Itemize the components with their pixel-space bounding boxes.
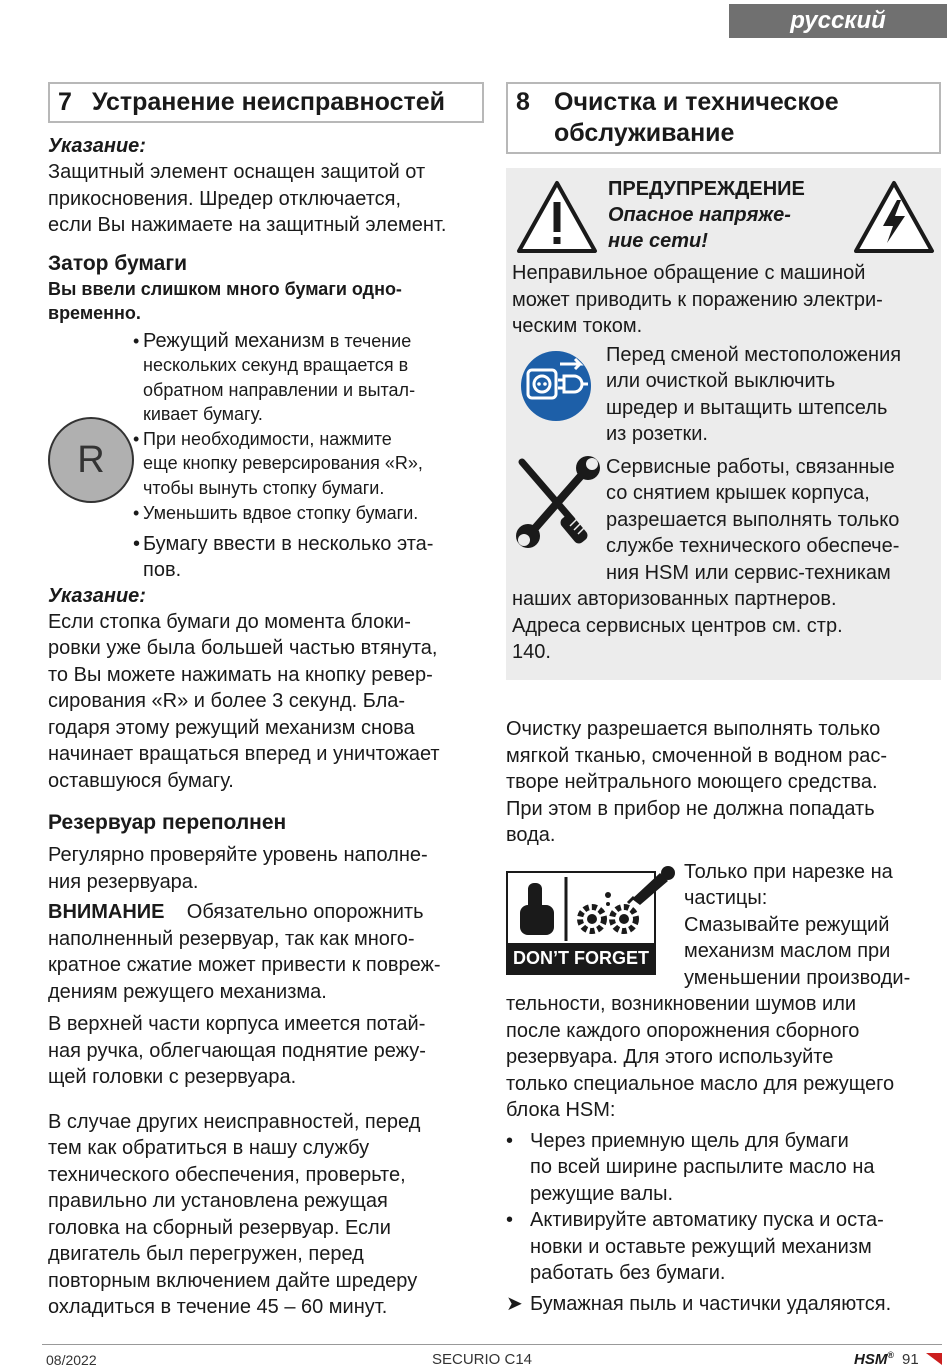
oil-text: Только при нарезке на частицы: Смазывайте режущий механизм маслом при уменьшении производи- — [684, 860, 911, 989]
warning-box — [506, 168, 941, 680]
brand-logo: HSM® — [854, 1350, 894, 1368]
footer-model: SECURIO C14 — [432, 1351, 533, 1368]
warning-triangle-icon — [516, 180, 598, 254]
maintenance-column — [506, 82, 941, 1317]
paper-jam-heading: Затор бумаги — [48, 251, 188, 275]
footer-divider — [42, 1344, 942, 1345]
result-item: ➤ Бумажная пыль и частички удаляются. — [506, 1291, 941, 1318]
warning-subtitle: Опасное напряже- ние сети! — [608, 204, 791, 252]
list-item: • Уменьшить вдвое стопку бумаги. — [133, 502, 419, 523]
page-number: 91 — [902, 1351, 919, 1368]
tools-icon — [512, 454, 602, 550]
hidden-handle-text: В верхней части корпуса имеется потай- ная ручка, облегчающая поднятие режу- щей головки с резервуара. — [48, 1013, 426, 1088]
section-7-title: 7 Устранение неисправностей — [48, 82, 484, 123]
list-item: • Через приемную щель для бумаги по всей ширине распылите масло на режущие валы. — [506, 1129, 875, 1205]
bin-full-text: Регулярно проверяйте уровень наполне- ния резервуара. — [48, 844, 428, 893]
list-item: • При необходимости, нажмите еще кнопку реверсирования «R», чтобы вынуть стопку бумаги. — [133, 428, 423, 498]
oil-tail-text: тельности, возникновении шумов или после каждого опорожнения сборного резервуара. Для этого используйте только специальное масло для режущего блока HSM: — [506, 993, 895, 1121]
other-faults-text: В случае других неисправностей, перед тем как обратиться в нашу службу технического обеспечения, проверьте, правильно ли установлена режущая головка на сборный резервуар. Если двигатель был перегружен, перед повторным включением дайте шредеру охладиться в течение 45 – 60 минут. — [48, 1110, 421, 1318]
language-tab: русский — [729, 4, 947, 38]
list-item: • Бумагу ввести в несколько эта- пов. — [133, 532, 434, 581]
bin-full-heading: Резервуар переполнен — [48, 811, 287, 834]
unplug-icon — [512, 342, 602, 422]
reverse-button-icon: R — [48, 417, 134, 503]
section-8-title: 8 Очистка и техническое обслуживание — [506, 82, 941, 154]
service-text: Сервисные работы, связанные со снятием крышек корпуса, разрешается выполнять только службе технического обеспече- ния HSM или сервис-техникам — [606, 455, 900, 584]
note-label: Указание: — [48, 135, 146, 157]
service-tail-text: наших авторизованных партнеров. Адреса сервисных центров см. стр. 140. — [512, 588, 843, 663]
note-label: Указание: — [48, 584, 146, 607]
dont-forget-label: DON’T FORGET — [508, 943, 654, 973]
corner-triangle-icon — [926, 1353, 942, 1365]
cleaning-text: Очистку разрешается выполнять только мягкой тканью, смоченной в водном рас- творе нейтрального моющего средства. При этом в прибор не должна попадать вода. — [506, 718, 887, 846]
attention-text: ВНИМАНИЕ Обязательно опорожнить наполненный резервуар, так как много- кратное сжатие может привести к повреж- дениям режущего механизма. — [48, 901, 441, 1003]
paper-jam-cause: Вы ввели слишком много бумаги одно- временно. — [48, 278, 402, 323]
note-text: Если стопка бумаги до момента блоки- ровки уже была большей частью втянута, то Вы можете нажимать на кнопку ревер- сирования «R» и более 3 секунд. Бла- годаря этому режущий механизм снова начинает вращаться вперед и уничтожает оставшуюся бумагу. — [48, 610, 440, 792]
list-item: • Режущий механизм в течение нескольких секунд вращается в обратном направлении и вытал- кивает бумагу. — [133, 329, 416, 424]
note-text: Защитный элемент оснащен защитой от прикосновения. Шредер отключается, если Вы нажимаете на защитный элемент. — [48, 161, 447, 236]
warning-text: Неправильное обращение с машиной может приводить к поражению электри- ческим током. — [512, 262, 883, 337]
unplug-text: Перед сменой местоположения или очисткой выключить шредер и вытащить штепсель из розетки. — [606, 343, 902, 445]
oil-can-icon — [624, 865, 678, 905]
arrow-icon: ➤ — [506, 1292, 523, 1315]
attention-label: ВНИМАНИЕ — [48, 901, 165, 923]
high-voltage-icon — [853, 180, 935, 254]
troubleshooting-column — [48, 82, 484, 1321]
dont-forget-icon — [506, 865, 678, 977]
list-item: • Активируйте автоматику пуска и оста- новки и оставьте режущий механизм работать без бумаги. — [506, 1209, 884, 1284]
warning-title: ПРЕДУПРЕЖДЕНИЕ — [608, 178, 805, 200]
footer-date: 08/2022 — [46, 1352, 97, 1368]
paper-jam-remedies — [48, 329, 484, 581]
